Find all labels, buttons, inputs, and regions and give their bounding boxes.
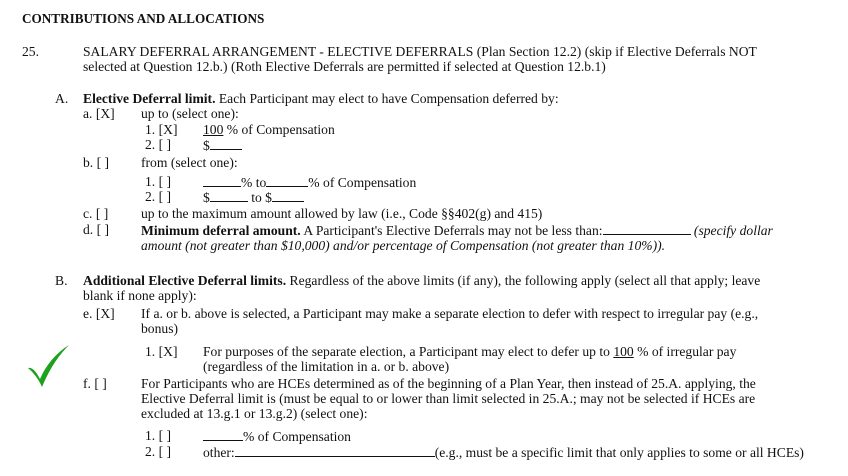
item-b-opt1-mid: % to bbox=[241, 175, 267, 190]
item-d-line2: amount (not greater than $10,000) and/or percentage of Compensation (not greater than 10%)). bbox=[141, 238, 666, 253]
item-f-opt1-text: % of Compensation bbox=[243, 429, 351, 444]
item-a-text: up to (select one): bbox=[141, 106, 239, 121]
section-a-heading-bold: Elective Deferral limit. bbox=[83, 91, 216, 106]
section-b-heading-rest: Regardless of the above limits (if any), the following apply (select all that apply; leave bbox=[286, 273, 761, 288]
item-e-line2: bonus) bbox=[141, 321, 179, 336]
item-e-marker[interactable]: e. [X] bbox=[83, 306, 115, 321]
item-b-opt2-blank1[interactable] bbox=[210, 189, 248, 202]
section-a-heading-rest: Each Participant may elect to have Compensation deferred by: bbox=[215, 91, 559, 106]
item-a-opt1 bbox=[203, 122, 335, 137]
item-f-opt2-text: other: bbox=[203, 445, 235, 460]
item-a-opt1-text: % of Compensation bbox=[223, 122, 335, 137]
item-b-marker[interactable]: b. [ ] bbox=[83, 155, 110, 170]
item-d-heading: Minimum deferral amount. bbox=[141, 223, 301, 238]
item-a-opt2-blank[interactable] bbox=[210, 137, 242, 150]
item-b-opt1-end: % of Compensation bbox=[308, 175, 417, 190]
item-b-opt1-blank2[interactable] bbox=[266, 174, 308, 187]
item-f-line3: excluded at 13.g.1 or 13.g.2) (select one): bbox=[141, 406, 368, 421]
item-f-line1: For Participants who are HCEs determined as of the beginning of a Plan Year, then instead of 25.A. applying, the bbox=[141, 376, 756, 391]
item-b-text: from (select one): bbox=[141, 155, 238, 170]
checkmark-stroke bbox=[28, 345, 69, 387]
item-a-opt1-marker[interactable]: 1. [X] bbox=[145, 122, 178, 137]
item-a-opt1-value[interactable]: 100 bbox=[203, 122, 224, 137]
item-d-spec: (specify dollar bbox=[690, 223, 773, 238]
item-e-opt1-value[interactable]: 100 bbox=[613, 344, 634, 359]
item-f-opt2-end: (e.g., must be a specific limit that only applies to some or all HCEs) bbox=[434, 445, 804, 460]
item-e-opt1-end: % of irregular pay bbox=[633, 344, 737, 359]
item-d-body: A Participant's Elective Deferrals may not be less than: bbox=[300, 223, 603, 238]
item-b-opt2-blank2[interactable] bbox=[272, 189, 304, 202]
item-b-opt2-dollar: $ bbox=[203, 190, 210, 205]
item-f-opt1-marker[interactable]: 1. [ ] bbox=[145, 428, 172, 443]
item-b-opt2-marker[interactable]: 2. [ ] bbox=[145, 189, 172, 204]
item-f-opt1-blank[interactable] bbox=[203, 428, 243, 441]
item-e-line1: If a. or b. above is selected, a Participant may make a separate election to defer with respect to irregular pay (e.g., bbox=[141, 306, 759, 321]
item-a-opt2-text: $ bbox=[203, 138, 210, 153]
item-a-opt2-marker[interactable]: 2. [ ] bbox=[145, 137, 172, 152]
item-f-opt1 bbox=[203, 428, 351, 444]
item-c-text: up to the maximum amount allowed by law (i.e., Code §§402(g) and 415) bbox=[141, 206, 543, 221]
item-b-opt1 bbox=[203, 174, 416, 190]
item-b-opt1-marker[interactable]: 1. [ ] bbox=[145, 174, 172, 189]
item-f-marker[interactable]: f. [ ] bbox=[83, 376, 107, 391]
section-a-letter: A. bbox=[55, 91, 69, 106]
section-a-heading bbox=[83, 91, 559, 106]
item-a-opt2 bbox=[203, 137, 242, 153]
question-text-line2: selected at Question 12.b.) (Roth Elective Deferrals are permitted if selected at Question 12.b.1) bbox=[83, 59, 606, 74]
item-e-opt1-marker[interactable]: 1. [X] bbox=[145, 344, 178, 359]
item-d-text bbox=[141, 222, 773, 238]
section-b-heading-bold: Additional Elective Deferral limits. bbox=[83, 273, 287, 288]
question-text-line1: SALARY DEFERRAL ARRANGEMENT - ELECTIVE DEFERRALS (Plan Section 12.2) (skip if Elective Deferrals NOT bbox=[83, 44, 757, 59]
item-e-opt1-line2: (regardless of the limitation in a. or b. above) bbox=[203, 359, 450, 374]
item-b-opt1-blank1[interactable] bbox=[203, 174, 241, 187]
item-f-line2: Elective Deferral limit is (must be equal to or lower than limit selected in 25.A.; may not be selected if HCEs are bbox=[141, 391, 756, 406]
item-d-marker[interactable]: d. [ ] bbox=[83, 222, 110, 237]
item-e-opt1 bbox=[203, 344, 736, 359]
section-b-line2: blank if none apply): bbox=[83, 288, 197, 303]
item-f-opt2-blank[interactable] bbox=[235, 444, 435, 457]
section-title: CONTRIBUTIONS AND ALLOCATIONS bbox=[22, 11, 265, 26]
question-number: 25. bbox=[22, 44, 39, 59]
item-f-opt2 bbox=[203, 444, 804, 460]
item-b-opt2-mid: to $ bbox=[247, 190, 272, 205]
green-checkmark-icon bbox=[25, 343, 71, 389]
item-a-marker[interactable]: a. [X] bbox=[83, 106, 115, 121]
item-c-marker[interactable]: c. [ ] bbox=[83, 206, 109, 221]
item-b-opt2 bbox=[203, 189, 304, 205]
item-e-opt1-text: For purposes of the separate election, a Participant may elect to defer up to bbox=[203, 344, 614, 359]
section-b-letter: B. bbox=[55, 273, 68, 288]
section-b-heading bbox=[83, 273, 760, 288]
item-d-blank[interactable] bbox=[603, 222, 691, 235]
item-f-opt2-marker[interactable]: 2. [ ] bbox=[145, 444, 172, 459]
